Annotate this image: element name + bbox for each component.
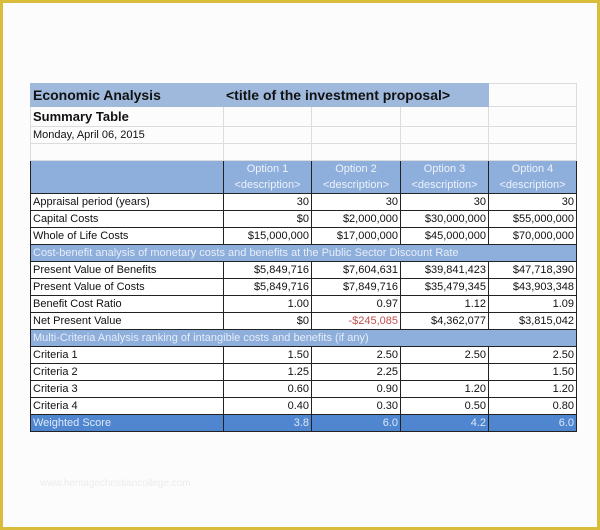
negative-value[interactable]: -$245,085 — [312, 313, 401, 330]
row-label[interactable]: Net Present Value — [31, 313, 224, 330]
cost-benefit-heading[interactable]: Cost-benefit analysis of monetary costs and benefits at the Public Sector Discount Rate — [31, 245, 577, 262]
option-1-description[interactable]: <description> — [224, 177, 312, 194]
empty-cell[interactable] — [312, 107, 401, 127]
empty-cell[interactable] — [312, 127, 401, 144]
sheet-subtitle[interactable]: Summary Table — [31, 107, 224, 127]
cell-value[interactable]: 30 — [401, 194, 489, 211]
multi-criteria-heading[interactable]: Multi-Criteria Analysis ranking of intangible costs and benefits (if any) — [31, 330, 577, 347]
cell-value[interactable]: 2.50 — [401, 347, 489, 364]
row-label[interactable]: Criteria 2 — [31, 364, 224, 381]
cell-value[interactable]: $7,604,631 — [312, 262, 401, 279]
table-row — [31, 279, 577, 296]
row-label[interactable]: Capital Costs — [31, 211, 224, 228]
cell-value[interactable]: $39,841,423 — [401, 262, 489, 279]
cell-value[interactable]: 30 — [224, 194, 312, 211]
row-label[interactable]: Appraisal period (years) — [31, 194, 224, 211]
cell-value[interactable]: 1.09 — [489, 296, 577, 313]
cell-value[interactable]: 1.00 — [224, 296, 312, 313]
cell-value[interactable]: $4,362,077 — [401, 313, 489, 330]
table-row — [31, 313, 577, 330]
table-row — [31, 398, 577, 415]
spreadsheet — [30, 83, 576, 432]
cell-value[interactable]: 2.50 — [312, 347, 401, 364]
cell-value[interactable]: $5,849,716 — [224, 279, 312, 296]
cell-value[interactable]: 0.60 — [224, 381, 312, 398]
empty-cell[interactable] — [401, 127, 489, 144]
cell-value[interactable]: $45,000,000 — [401, 228, 489, 245]
cell-value[interactable]: 0.40 — [224, 398, 312, 415]
option-3-name[interactable]: Option 3 — [401, 161, 489, 178]
cell-value[interactable]: 1.50 — [224, 347, 312, 364]
empty-cell[interactable] — [224, 107, 312, 127]
cell-value[interactable]: 1.20 — [489, 381, 577, 398]
summary-table — [30, 83, 577, 432]
weighted-score-value[interactable]: 6.0 — [489, 415, 577, 432]
table-row — [31, 296, 577, 313]
cell-value[interactable] — [401, 364, 489, 381]
table-row — [31, 211, 577, 228]
cell-value[interactable]: $17,000,000 — [312, 228, 401, 245]
table-row — [31, 381, 577, 398]
weighted-score-row — [31, 415, 577, 432]
option-2-name[interactable]: Option 2 — [312, 161, 401, 178]
empty-cell[interactable] — [489, 127, 577, 144]
option-2-description[interactable]: <description> — [312, 177, 401, 194]
row-label[interactable]: Criteria 4 — [31, 398, 224, 415]
empty-cell[interactable] — [224, 127, 312, 144]
cell-value[interactable]: $47,718,390 — [489, 262, 577, 279]
cell-value[interactable]: $30,000,000 — [401, 211, 489, 228]
sheet-title[interactable]: Economic Analysis — [31, 84, 224, 107]
option-3-description[interactable]: <description> — [401, 177, 489, 194]
row-label[interactable]: Criteria 3 — [31, 381, 224, 398]
cell-value[interactable]: 30 — [312, 194, 401, 211]
row-label[interactable]: Present Value of Costs — [31, 279, 224, 296]
cell-value[interactable]: 0.97 — [312, 296, 401, 313]
weighted-score-value[interactable]: 4.2 — [401, 415, 489, 432]
empty-cell[interactable] — [401, 144, 489, 161]
cell-value[interactable]: $2,000,000 — [312, 211, 401, 228]
cell-value[interactable]: $0 — [224, 313, 312, 330]
row-label[interactable]: Benefit Cost Ratio — [31, 296, 224, 313]
option-4-description[interactable]: <description> — [489, 177, 577, 194]
table-row — [31, 194, 577, 211]
cell-value[interactable]: 1.20 — [401, 381, 489, 398]
cell-value[interactable]: 2.25 — [312, 364, 401, 381]
row-label[interactable]: Whole of Life Costs — [31, 228, 224, 245]
table-row — [31, 364, 577, 381]
section-header-row — [31, 245, 577, 262]
row-label[interactable]: Present Value of Benefits — [31, 262, 224, 279]
cell-value[interactable]: 0.30 — [312, 398, 401, 415]
weighted-score-value[interactable]: 3.8 — [224, 415, 312, 432]
empty-cell[interactable] — [489, 107, 577, 127]
cell-value[interactable]: 30 — [489, 194, 577, 211]
subtitle-row — [31, 107, 577, 127]
cell-value[interactable]: $35,479,345 — [401, 279, 489, 296]
options-header-row — [31, 161, 577, 178]
cell-value[interactable]: $43,903,348 — [489, 279, 577, 296]
section-header-row — [31, 330, 577, 347]
cell-value[interactable]: $15,000,000 — [224, 228, 312, 245]
cell-value[interactable]: $70,000,000 — [489, 228, 577, 245]
cell-value[interactable]: 1.25 — [224, 364, 312, 381]
empty-cell[interactable] — [489, 144, 577, 161]
date-row — [31, 127, 577, 144]
empty-cell[interactable] — [312, 144, 401, 161]
cell-value[interactable]: $5,849,716 — [224, 262, 312, 279]
proposal-title[interactable]: <title of the investment proposal> — [224, 84, 489, 107]
cell-value[interactable]: $3,815,042 — [489, 313, 577, 330]
row-label[interactable]: Criteria 1 — [31, 347, 224, 364]
sheet-date[interactable]: Monday, April 06, 2015 — [31, 127, 224, 144]
empty-cell[interactable] — [489, 84, 577, 107]
cell-value[interactable]: 0.80 — [489, 398, 577, 415]
cell-value[interactable]: 0.50 — [401, 398, 489, 415]
cell-value[interactable]: $0 — [224, 211, 312, 228]
option-1-name[interactable]: Option 1 — [224, 161, 312, 178]
title-row — [31, 84, 577, 107]
table-row — [31, 347, 577, 364]
blank-row — [31, 144, 577, 161]
empty-cell[interactable] — [224, 144, 312, 161]
empty-cell[interactable] — [31, 144, 224, 161]
cell-value[interactable]: 1.50 — [489, 364, 577, 381]
cell-value[interactable]: $55,000,000 — [489, 211, 577, 228]
watermark-text: www.heritagechristiancollege.com — [40, 478, 191, 489]
weighted-score-value[interactable]: 6.0 — [312, 415, 401, 432]
table-row — [31, 262, 577, 279]
table-row — [31, 228, 577, 245]
cell-value[interactable]: 1.12 — [401, 296, 489, 313]
empty-cell[interactable] — [401, 107, 489, 127]
header-corner[interactable] — [31, 161, 224, 194]
option-4-name[interactable]: Option 4 — [489, 161, 577, 178]
cell-value[interactable]: 0.90 — [312, 381, 401, 398]
weighted-score-label[interactable]: Weighted Score — [31, 415, 224, 432]
cell-value[interactable]: 2.50 — [489, 347, 577, 364]
cell-value[interactable]: $7,849,716 — [312, 279, 401, 296]
